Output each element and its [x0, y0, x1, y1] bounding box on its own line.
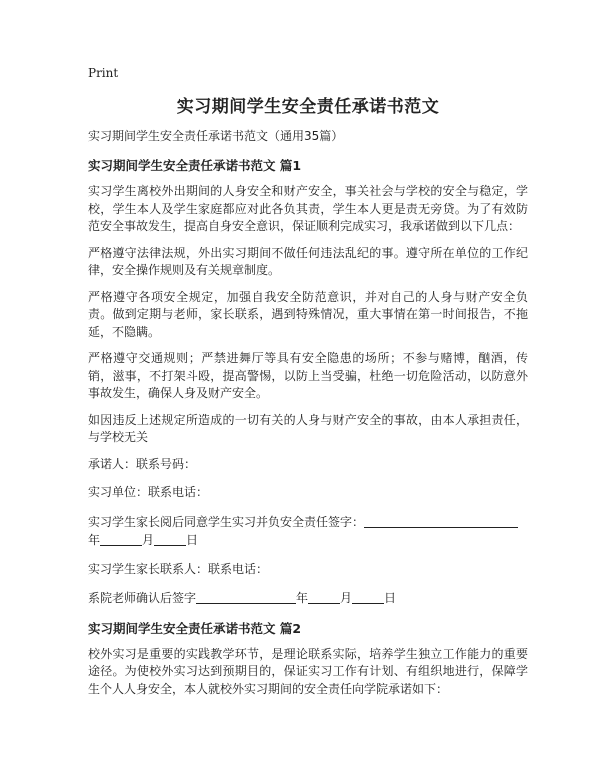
- unit-label: 实习单位：联系电话：: [88, 485, 209, 499]
- day-blank: [154, 533, 186, 546]
- promisor-field: [88, 456, 528, 474]
- document-subtitle: 实习期间学生安全责任承诺书范文（通用35篇）: [88, 129, 344, 143]
- unit-field: [88, 484, 528, 502]
- print-link[interactable]: Print: [88, 66, 119, 80]
- parent-consent-field: [88, 513, 528, 550]
- day-label: 日: [186, 533, 199, 547]
- document-page: [88, 66, 528, 707]
- month-blank: [100, 533, 142, 546]
- paragraph: 校外实习是重要的实践教学环节，是理论联系实际，培养学生独立工作能力的重要途径。为使校外实习达到预期目的，保证实习工作有计划、有组织地进行，保障学生个人人身安全，本人就校外实习期间的安全责任向学院承诺如下：: [88, 646, 528, 696]
- day-label: 日: [384, 591, 397, 605]
- year-label: 年: [296, 591, 309, 605]
- parent-consent-label: 实习学生家长阅后同意学生实习并负安全责任签字：: [88, 514, 365, 529]
- paragraph: 严格遵守法律法规，外出实习期间不做任何违法乱纪的事。遵守所在单位的工作纪律，安全操作规则及有关规章制度。: [88, 245, 528, 277]
- day-blank: [352, 591, 384, 604]
- teacher-sign-field: [88, 589, 528, 608]
- parent-contact-field: [88, 561, 528, 579]
- year-label: 年: [88, 533, 101, 547]
- page-title: 实习期间学生安全责任承诺书范文: [176, 97, 440, 117]
- signature-blank: [364, 515, 518, 528]
- parent-contact-label: 实习学生家长联系人：联系电话：: [88, 561, 269, 576]
- teacher-signature-blank: [196, 591, 296, 604]
- month-blank: [308, 591, 340, 604]
- paragraph: 实习学生离校外出期间的人身安全和财产安全，事关社会与学校的安全与稳定，学校，学生本人及学生家庭都应对此各负其责，学生本人更是责无旁贷。为了有效防范安全事故发生，提高自身安全意识，保证顺利完成实习，我承诺做到以下几点：: [88, 184, 528, 233]
- section-heading-1: 实习期间学生安全责任承诺书范文 篇1: [88, 158, 302, 173]
- teacher-sign-label: 系院老师确认后签字: [88, 591, 197, 605]
- promisor-label: 承诺人：联系号码：: [88, 456, 197, 471]
- section-heading-2: 实习期间学生安全责任承诺书范文 篇2: [88, 620, 302, 636]
- paragraph: 如因违反上述规定所造成的一切有关的人身与财产安全的事故，由本人承担责任，与学校无关: [88, 412, 528, 444]
- paragraph: 严格遵守各项安全规定，加强自我安全防范意识，并对自己的人身与财产安全负责。做到定期与老师，家长联系，遇到特殊情况，重大事情在第一时间报告，不拖延，不隐瞒。: [88, 289, 528, 339]
- month-label: 月: [142, 533, 155, 547]
- paragraph: 严格遵守交通规则；严禁进舞厅等具有安全隐患的场所；不参与赌博，酗酒，传销，滋事，不打架斗殴，提高警惕，以防上当受骗，杜绝一切危险活动，以防意外事故发生，确保人身及财产安全。: [88, 351, 528, 400]
- month-label: 月: [340, 591, 353, 605]
